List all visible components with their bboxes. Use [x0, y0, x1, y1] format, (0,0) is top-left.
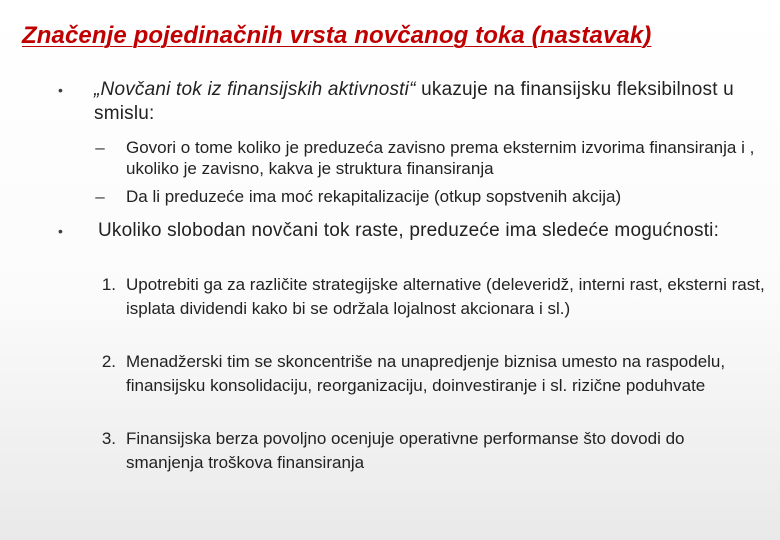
numbered-item-text: Finansijska berza povoljno ocenjuje operativne performanse što dovodi do smanjenja troškova finansiranja — [126, 429, 685, 472]
numbered-item-marker: 1. — [101, 275, 116, 294]
numbered-item-text: Upotrebiti ga za različite strategijske alternative (deleveridž, interni rast, eksterni rast, isplata dividendi kako bi se održala lojalnost akcionara i sl.) — [126, 275, 765, 318]
bullet-1-subitem-2 — [0, 186, 780, 208]
subitem-text: Da li preduzeće ima moć rekapitalizacije (otkup sopstvenih akcija) — [126, 187, 622, 206]
dash-marker: – — [95, 187, 105, 206]
numbered-item-marker: 3. — [101, 429, 116, 448]
bullet-marker-2: • — [58, 223, 63, 239]
bullet-1-subitem-1 — [0, 137, 780, 181]
bullet-marker-1: • — [58, 82, 63, 98]
dash-marker: – — [95, 138, 105, 157]
slide-title: Značenje pojedinačnih vrsta novčanog toka (nastavak) — [22, 22, 652, 49]
bullet-1-body: ukazuje na finansijsku fleksibilnost u smislu: — [94, 79, 734, 124]
subitem-text: Govori o tome koliko je preduzeća zavisno prema eksternim izvorima finansiranja i , ukoliko je zavisno, kakva je struktura finansiranja — [126, 138, 755, 178]
bullet-2-text: Ukoliko slobodan novčani tok raste, preduzeće ima sledeće mogućnosti: — [98, 220, 720, 241]
bullet-1-emphasis: „Novčani tok iz finansijskih aktivnosti“ — [94, 79, 416, 100]
numbered-item-marker: 2. — [101, 352, 116, 371]
numbered-item-text: Menadžerski tim se skoncentriše na unapredjenje biznisa umesto na raspodelu, finansijsku konsolidaciju, reorganizaciju, doinvestiranje i sl. rizične poduhvate — [126, 352, 726, 395]
bullet-1-text — [94, 78, 764, 126]
